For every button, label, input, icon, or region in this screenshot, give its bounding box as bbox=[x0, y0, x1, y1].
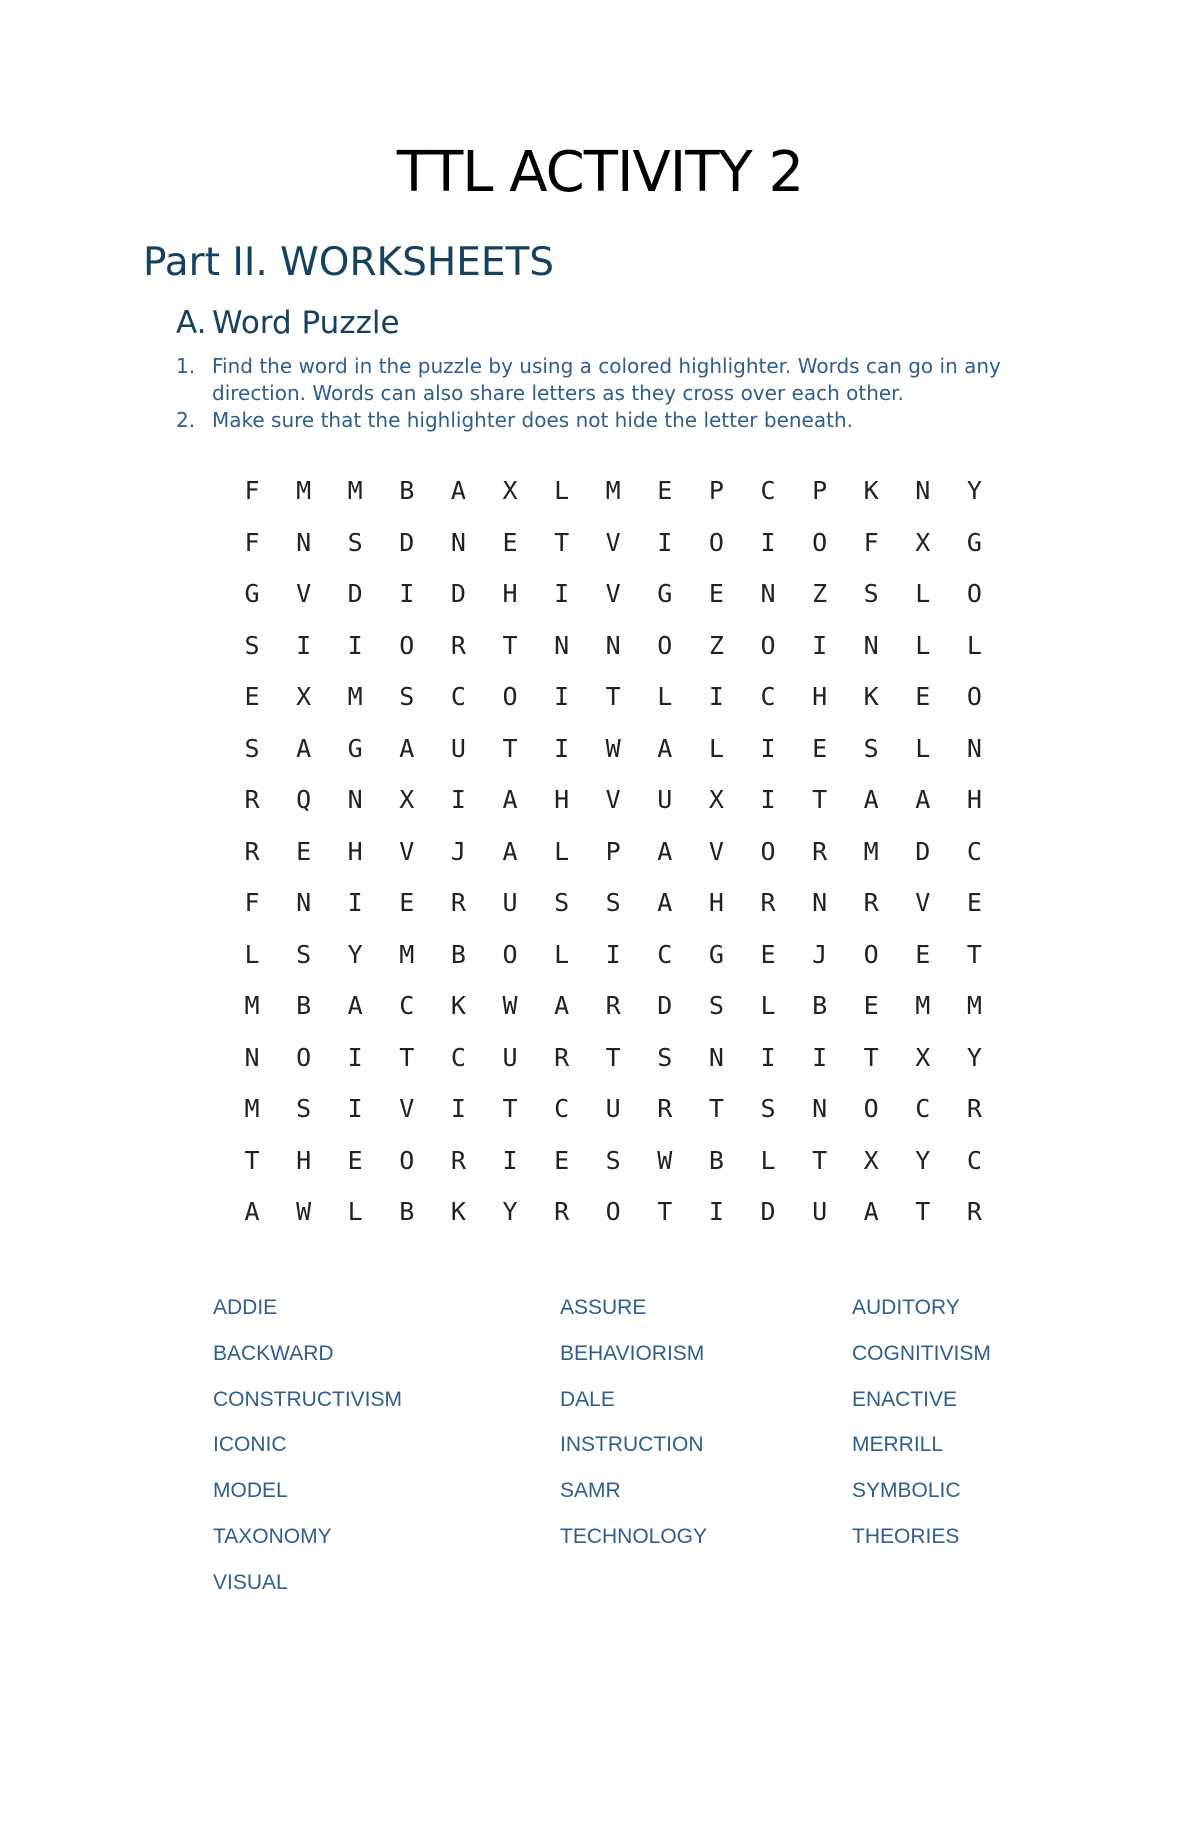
instruction-text: Find the word in the puzzle by using a colored highlighter. Words can go in any direction. Words can also share letters as they cross over each other. bbox=[212, 354, 1001, 405]
puzzle-letter: R bbox=[812, 836, 828, 866]
puzzle-letter: O bbox=[399, 630, 415, 660]
puzzle-letter: U bbox=[450, 733, 466, 763]
word-list-item: CONSTRUCTIVISM bbox=[213, 1387, 402, 1411]
puzzle-letter: H bbox=[554, 785, 570, 814]
word-list-item: ADDIE bbox=[213, 1296, 278, 1319]
puzzle-letter: R bbox=[554, 1197, 570, 1226]
puzzle-letter: L bbox=[966, 630, 982, 660]
puzzle-letter: K bbox=[450, 1197, 466, 1226]
puzzle-letter: N bbox=[296, 888, 312, 917]
puzzle-letter: S bbox=[244, 733, 260, 763]
puzzle-letter: E bbox=[502, 527, 518, 557]
puzzle-letter: R bbox=[966, 1094, 982, 1123]
word-list-item: MODEL bbox=[213, 1479, 288, 1503]
puzzle-letter: L bbox=[708, 733, 724, 763]
puzzle-letter: W bbox=[502, 991, 518, 1020]
puzzle-letter: T bbox=[502, 1094, 518, 1123]
puzzle-letter: X bbox=[915, 527, 931, 557]
puzzle-letter: M bbox=[399, 939, 415, 969]
word-list-item: MERRILL bbox=[852, 1433, 944, 1457]
puzzle-letter: L bbox=[554, 836, 570, 866]
puzzle-letter: L bbox=[915, 579, 931, 608]
puzzle-letter: Y bbox=[502, 1197, 518, 1226]
puzzle-letter: N bbox=[760, 579, 776, 608]
puzzle-letter: I bbox=[554, 579, 570, 608]
puzzle-letter: A bbox=[863, 1197, 879, 1226]
puzzle-letter: C bbox=[760, 682, 776, 711]
puzzle-letter: Y bbox=[915, 1145, 931, 1175]
puzzle-letter: L bbox=[244, 939, 260, 969]
puzzle-letter: S bbox=[605, 1145, 621, 1175]
puzzle-letter: H bbox=[708, 888, 724, 917]
puzzle-letter: E bbox=[812, 733, 828, 763]
puzzle-letter: U bbox=[502, 1042, 518, 1072]
puzzle-letter: H bbox=[347, 836, 363, 866]
puzzle-letter: V bbox=[915, 888, 931, 917]
puzzle-letter: S bbox=[347, 527, 363, 557]
puzzle-letter: S bbox=[296, 939, 312, 969]
instruction-number: 1. bbox=[176, 354, 196, 378]
puzzle-letter: R bbox=[450, 630, 466, 660]
puzzle-letter: E bbox=[966, 888, 982, 917]
puzzle-letter: F bbox=[863, 527, 879, 557]
puzzle-letter: H bbox=[966, 785, 982, 814]
puzzle-letter: G bbox=[347, 733, 363, 763]
puzzle-letter: L bbox=[554, 476, 570, 505]
puzzle-letter: K bbox=[863, 476, 879, 505]
word-list-item: AUDITORY bbox=[852, 1296, 960, 1319]
puzzle-letter: S bbox=[296, 1094, 312, 1123]
puzzle-letter: R bbox=[450, 888, 466, 917]
puzzle-letter: E bbox=[554, 1145, 570, 1175]
word-list-item: TAXONOMY bbox=[213, 1525, 332, 1548]
puzzle-letter: T bbox=[502, 630, 518, 660]
puzzle-letter: D bbox=[915, 836, 931, 866]
puzzle-letter: R bbox=[244, 836, 260, 866]
sub-heading-text: Word Puzzle bbox=[212, 305, 400, 341]
puzzle-letter: I bbox=[399, 579, 415, 608]
puzzle-letter: L bbox=[760, 1145, 776, 1175]
puzzle-letter: N bbox=[347, 785, 363, 814]
puzzle-letter: V bbox=[605, 527, 621, 557]
puzzle-letter: R bbox=[966, 1197, 982, 1226]
puzzle-letter: F bbox=[244, 888, 260, 917]
puzzle-letter: A bbox=[502, 836, 518, 866]
puzzle-letter: R bbox=[244, 785, 260, 814]
puzzle-letter: L bbox=[347, 1197, 363, 1226]
puzzle-letter: E bbox=[244, 682, 260, 711]
puzzle-letter: N bbox=[605, 630, 621, 660]
puzzle-letter: M bbox=[863, 836, 879, 866]
puzzle-letter: M bbox=[347, 476, 363, 505]
puzzle-letter: R bbox=[760, 888, 776, 917]
puzzle-letter: L bbox=[915, 630, 931, 660]
puzzle-letter: X bbox=[296, 682, 312, 711]
puzzle-letter: K bbox=[863, 682, 879, 711]
puzzle-letter: N bbox=[554, 630, 570, 660]
puzzle-letter: V bbox=[605, 579, 621, 608]
word-list-item: ICONIC bbox=[213, 1433, 287, 1457]
puzzle-letter: V bbox=[296, 579, 312, 608]
puzzle-letter: D bbox=[399, 527, 415, 557]
word-list-item: ASSURE bbox=[560, 1296, 647, 1319]
puzzle-letter: S bbox=[863, 733, 879, 763]
puzzle-letter: A bbox=[657, 836, 673, 866]
puzzle-letter: T bbox=[915, 1197, 931, 1226]
puzzle-letter: M bbox=[244, 1094, 260, 1123]
puzzle-letter: N bbox=[296, 527, 312, 557]
puzzle-letter: W bbox=[296, 1197, 312, 1226]
puzzle-letter: R bbox=[657, 1094, 673, 1123]
puzzle-letter: R bbox=[450, 1145, 466, 1175]
puzzle-letter: L bbox=[657, 682, 673, 711]
puzzle-letter: I bbox=[708, 682, 724, 711]
puzzle-letter: D bbox=[450, 579, 466, 608]
puzzle-letter: I bbox=[554, 682, 570, 711]
document-title: TTL ACTIVITY 2 bbox=[396, 140, 804, 205]
puzzle-letter: E bbox=[296, 836, 312, 866]
puzzle-letter: B bbox=[450, 939, 466, 969]
puzzle-letter: A bbox=[450, 476, 466, 505]
puzzle-letter: I bbox=[812, 630, 828, 660]
word-list-item: THEORIES bbox=[852, 1525, 960, 1548]
puzzle-letter: F bbox=[244, 527, 260, 557]
puzzle-letter: U bbox=[605, 1094, 621, 1123]
puzzle-letter: B bbox=[296, 991, 312, 1020]
puzzle-letter: O bbox=[296, 1042, 312, 1072]
word-list-item: ENACTIVE bbox=[852, 1387, 958, 1411]
puzzle-letter: X bbox=[863, 1145, 879, 1175]
word-list-item: COGNITIVISM bbox=[852, 1341, 991, 1365]
puzzle-letter: E bbox=[399, 888, 415, 917]
puzzle-letter: Y bbox=[966, 1042, 982, 1072]
puzzle-letter: O bbox=[708, 527, 724, 557]
puzzle-letter: R bbox=[605, 991, 621, 1020]
puzzle-letter: M bbox=[605, 476, 621, 505]
puzzle-letter: I bbox=[347, 1094, 363, 1123]
puzzle-letter: S bbox=[605, 888, 621, 917]
puzzle-letter: O bbox=[657, 630, 673, 660]
puzzle-letter: O bbox=[760, 836, 776, 866]
puzzle-letter: S bbox=[399, 682, 415, 711]
puzzle-letter: I bbox=[760, 527, 776, 557]
puzzle-letter: G bbox=[657, 579, 673, 608]
puzzle-letter: A bbox=[657, 888, 673, 917]
word-list-item: TECHNOLOGY bbox=[560, 1525, 708, 1548]
puzzle-letter: T bbox=[244, 1145, 260, 1175]
puzzle-letter: L bbox=[554, 939, 570, 969]
puzzle-letter: E bbox=[657, 476, 673, 505]
section-heading: Part II. WORKSHEETS bbox=[143, 240, 555, 285]
puzzle-letter: U bbox=[657, 785, 673, 814]
puzzle-letter: T bbox=[812, 1145, 828, 1175]
puzzle-letter: A bbox=[244, 1197, 260, 1226]
puzzle-letter: A bbox=[863, 785, 879, 814]
puzzle-letter: C bbox=[450, 1042, 466, 1072]
puzzle-letter: U bbox=[502, 888, 518, 917]
puzzle-letter: R bbox=[863, 888, 879, 917]
puzzle-letter: C bbox=[915, 1094, 931, 1123]
puzzle-letter: P bbox=[605, 836, 621, 866]
puzzle-letter: T bbox=[554, 527, 570, 557]
puzzle-letter: O bbox=[966, 682, 982, 711]
puzzle-letter: T bbox=[657, 1197, 673, 1226]
puzzle-letter: S bbox=[863, 579, 879, 608]
puzzle-letter: I bbox=[760, 785, 776, 814]
word-list-item: SYMBOLIC bbox=[852, 1479, 961, 1503]
puzzle-letter: M bbox=[915, 991, 931, 1020]
puzzle-letter: O bbox=[863, 1094, 879, 1123]
puzzle-letter: H bbox=[502, 579, 518, 608]
puzzle-letter: T bbox=[863, 1042, 879, 1072]
puzzle-letter: T bbox=[966, 939, 982, 969]
puzzle-letter: E bbox=[863, 991, 879, 1020]
puzzle-letter: O bbox=[399, 1145, 415, 1175]
puzzle-letter: A bbox=[502, 785, 518, 814]
word-list-item: BEHAVIORISM bbox=[560, 1341, 705, 1365]
puzzle-letter: O bbox=[502, 939, 518, 969]
puzzle-letter: I bbox=[347, 888, 363, 917]
puzzle-letter: Y bbox=[347, 939, 363, 969]
puzzle-letter: M bbox=[347, 682, 363, 711]
word-list-item: BACKWARD bbox=[213, 1341, 334, 1365]
puzzle-letter: B bbox=[399, 1197, 415, 1226]
puzzle-letter: S bbox=[708, 991, 724, 1020]
puzzle-letter: I bbox=[347, 1042, 363, 1072]
puzzle-letter: X bbox=[915, 1042, 931, 1072]
puzzle-letter: N bbox=[450, 527, 466, 557]
puzzle-letter: X bbox=[399, 785, 415, 814]
puzzle-letter: M bbox=[244, 991, 260, 1020]
puzzle-letter: H bbox=[296, 1145, 312, 1175]
puzzle-letter: K bbox=[450, 991, 466, 1020]
puzzle-letter: C bbox=[554, 1094, 570, 1123]
puzzle-letter: T bbox=[502, 733, 518, 763]
word-list-item: INSTRUCTION bbox=[560, 1433, 704, 1457]
puzzle-letter: I bbox=[657, 527, 673, 557]
puzzle-letter: P bbox=[812, 476, 828, 505]
puzzle-letter: D bbox=[760, 1197, 776, 1226]
puzzle-letter: D bbox=[347, 579, 363, 608]
puzzle-letter: B bbox=[399, 476, 415, 505]
puzzle-letter: J bbox=[450, 836, 466, 866]
puzzle-letter: O bbox=[605, 1197, 621, 1226]
puzzle-letter: W bbox=[657, 1145, 673, 1175]
puzzle-letter: Q bbox=[296, 785, 312, 814]
puzzle-letter: C bbox=[450, 682, 466, 711]
puzzle-letter: A bbox=[347, 991, 363, 1020]
word-list-item: SAMR bbox=[560, 1479, 621, 1503]
puzzle-letter: L bbox=[760, 991, 776, 1020]
puzzle-letter: I bbox=[760, 1042, 776, 1072]
puzzle-letter: X bbox=[708, 785, 724, 814]
puzzle-letter: T bbox=[605, 1042, 621, 1072]
puzzle-letter: I bbox=[347, 630, 363, 660]
puzzle-letter: N bbox=[812, 1094, 828, 1123]
puzzle-letter: I bbox=[760, 733, 776, 763]
puzzle-letter: L bbox=[915, 733, 931, 763]
puzzle-letter: E bbox=[347, 1145, 363, 1175]
puzzle-letter: A bbox=[399, 733, 415, 763]
puzzle-letter: X bbox=[502, 476, 518, 505]
puzzle-letter: O bbox=[863, 939, 879, 969]
puzzle-letter: H bbox=[812, 682, 828, 711]
puzzle-letter: A bbox=[296, 733, 312, 763]
puzzle-letter: N bbox=[966, 733, 982, 763]
puzzle-letter: V bbox=[605, 785, 621, 814]
puzzle-letter: I bbox=[812, 1042, 828, 1072]
puzzle-letter: S bbox=[554, 888, 570, 917]
puzzle-letter: S bbox=[760, 1094, 776, 1123]
puzzle-letter: O bbox=[812, 527, 828, 557]
puzzle-letter: V bbox=[708, 836, 724, 866]
puzzle-letter: I bbox=[554, 733, 570, 763]
puzzle-letter: N bbox=[708, 1042, 724, 1072]
puzzle-letter: G bbox=[244, 579, 260, 608]
sub-heading-marker: A. bbox=[176, 305, 207, 341]
puzzle-letter: G bbox=[966, 527, 982, 557]
puzzle-letter: A bbox=[915, 785, 931, 814]
puzzle-letter: D bbox=[657, 991, 673, 1020]
puzzle-letter: N bbox=[863, 630, 879, 660]
puzzle-letter: T bbox=[708, 1094, 724, 1123]
puzzle-letter: N bbox=[812, 888, 828, 917]
puzzle-letter: B bbox=[812, 991, 828, 1020]
puzzle-letter: T bbox=[605, 682, 621, 711]
puzzle-letter: Y bbox=[966, 476, 982, 505]
puzzle-letter: Z bbox=[812, 579, 828, 608]
puzzle-letter: P bbox=[708, 476, 724, 505]
puzzle-letter: C bbox=[399, 991, 415, 1020]
puzzle-letter: E bbox=[915, 939, 931, 969]
puzzle-letter: R bbox=[554, 1042, 570, 1072]
puzzle-letter: V bbox=[399, 836, 415, 866]
puzzle-letter: I bbox=[450, 1094, 466, 1123]
instruction-text: Make sure that the highlighter does not hide the letter beneath. bbox=[212, 408, 853, 432]
puzzle-letter: J bbox=[812, 939, 828, 969]
instruction-number: 2. bbox=[176, 408, 196, 432]
puzzle-letter: G bbox=[708, 939, 724, 969]
puzzle-letter: Z bbox=[708, 630, 724, 660]
puzzle-letter: N bbox=[915, 476, 931, 505]
puzzle-letter: C bbox=[760, 476, 776, 505]
puzzle-letter: O bbox=[502, 682, 518, 711]
puzzle-letter: U bbox=[812, 1197, 828, 1226]
puzzle-letter: M bbox=[296, 476, 312, 505]
puzzle-letter: T bbox=[399, 1042, 415, 1072]
puzzle-letter: M bbox=[966, 991, 982, 1020]
puzzle-letter: E bbox=[915, 682, 931, 711]
puzzle-letter: S bbox=[657, 1042, 673, 1072]
puzzle-letter: V bbox=[399, 1094, 415, 1123]
puzzle-letter: A bbox=[657, 733, 673, 763]
puzzle-letter: I bbox=[708, 1197, 724, 1226]
puzzle-letter: T bbox=[812, 785, 828, 814]
puzzle-letter: I bbox=[502, 1145, 518, 1175]
puzzle-letter: I bbox=[296, 630, 312, 660]
puzzle-letter: A bbox=[554, 991, 570, 1020]
puzzle-letter: B bbox=[708, 1145, 724, 1175]
puzzle-letter: C bbox=[657, 939, 673, 969]
puzzle-letter: E bbox=[708, 579, 724, 608]
puzzle-letter: W bbox=[605, 733, 621, 763]
puzzle-letter: N bbox=[244, 1042, 260, 1072]
puzzle-letter: E bbox=[760, 939, 776, 969]
puzzle-letter: C bbox=[966, 836, 982, 866]
puzzle-letter: O bbox=[760, 630, 776, 660]
puzzle-letter: O bbox=[966, 579, 982, 608]
puzzle-letter: S bbox=[244, 630, 260, 660]
puzzle-letter: I bbox=[605, 939, 621, 969]
word-list-item: DALE bbox=[560, 1387, 615, 1411]
word-list-item: VISUAL bbox=[213, 1570, 288, 1594]
puzzle-letter: C bbox=[966, 1145, 982, 1175]
puzzle-letter: I bbox=[450, 785, 466, 814]
puzzle-letter: F bbox=[244, 476, 260, 505]
